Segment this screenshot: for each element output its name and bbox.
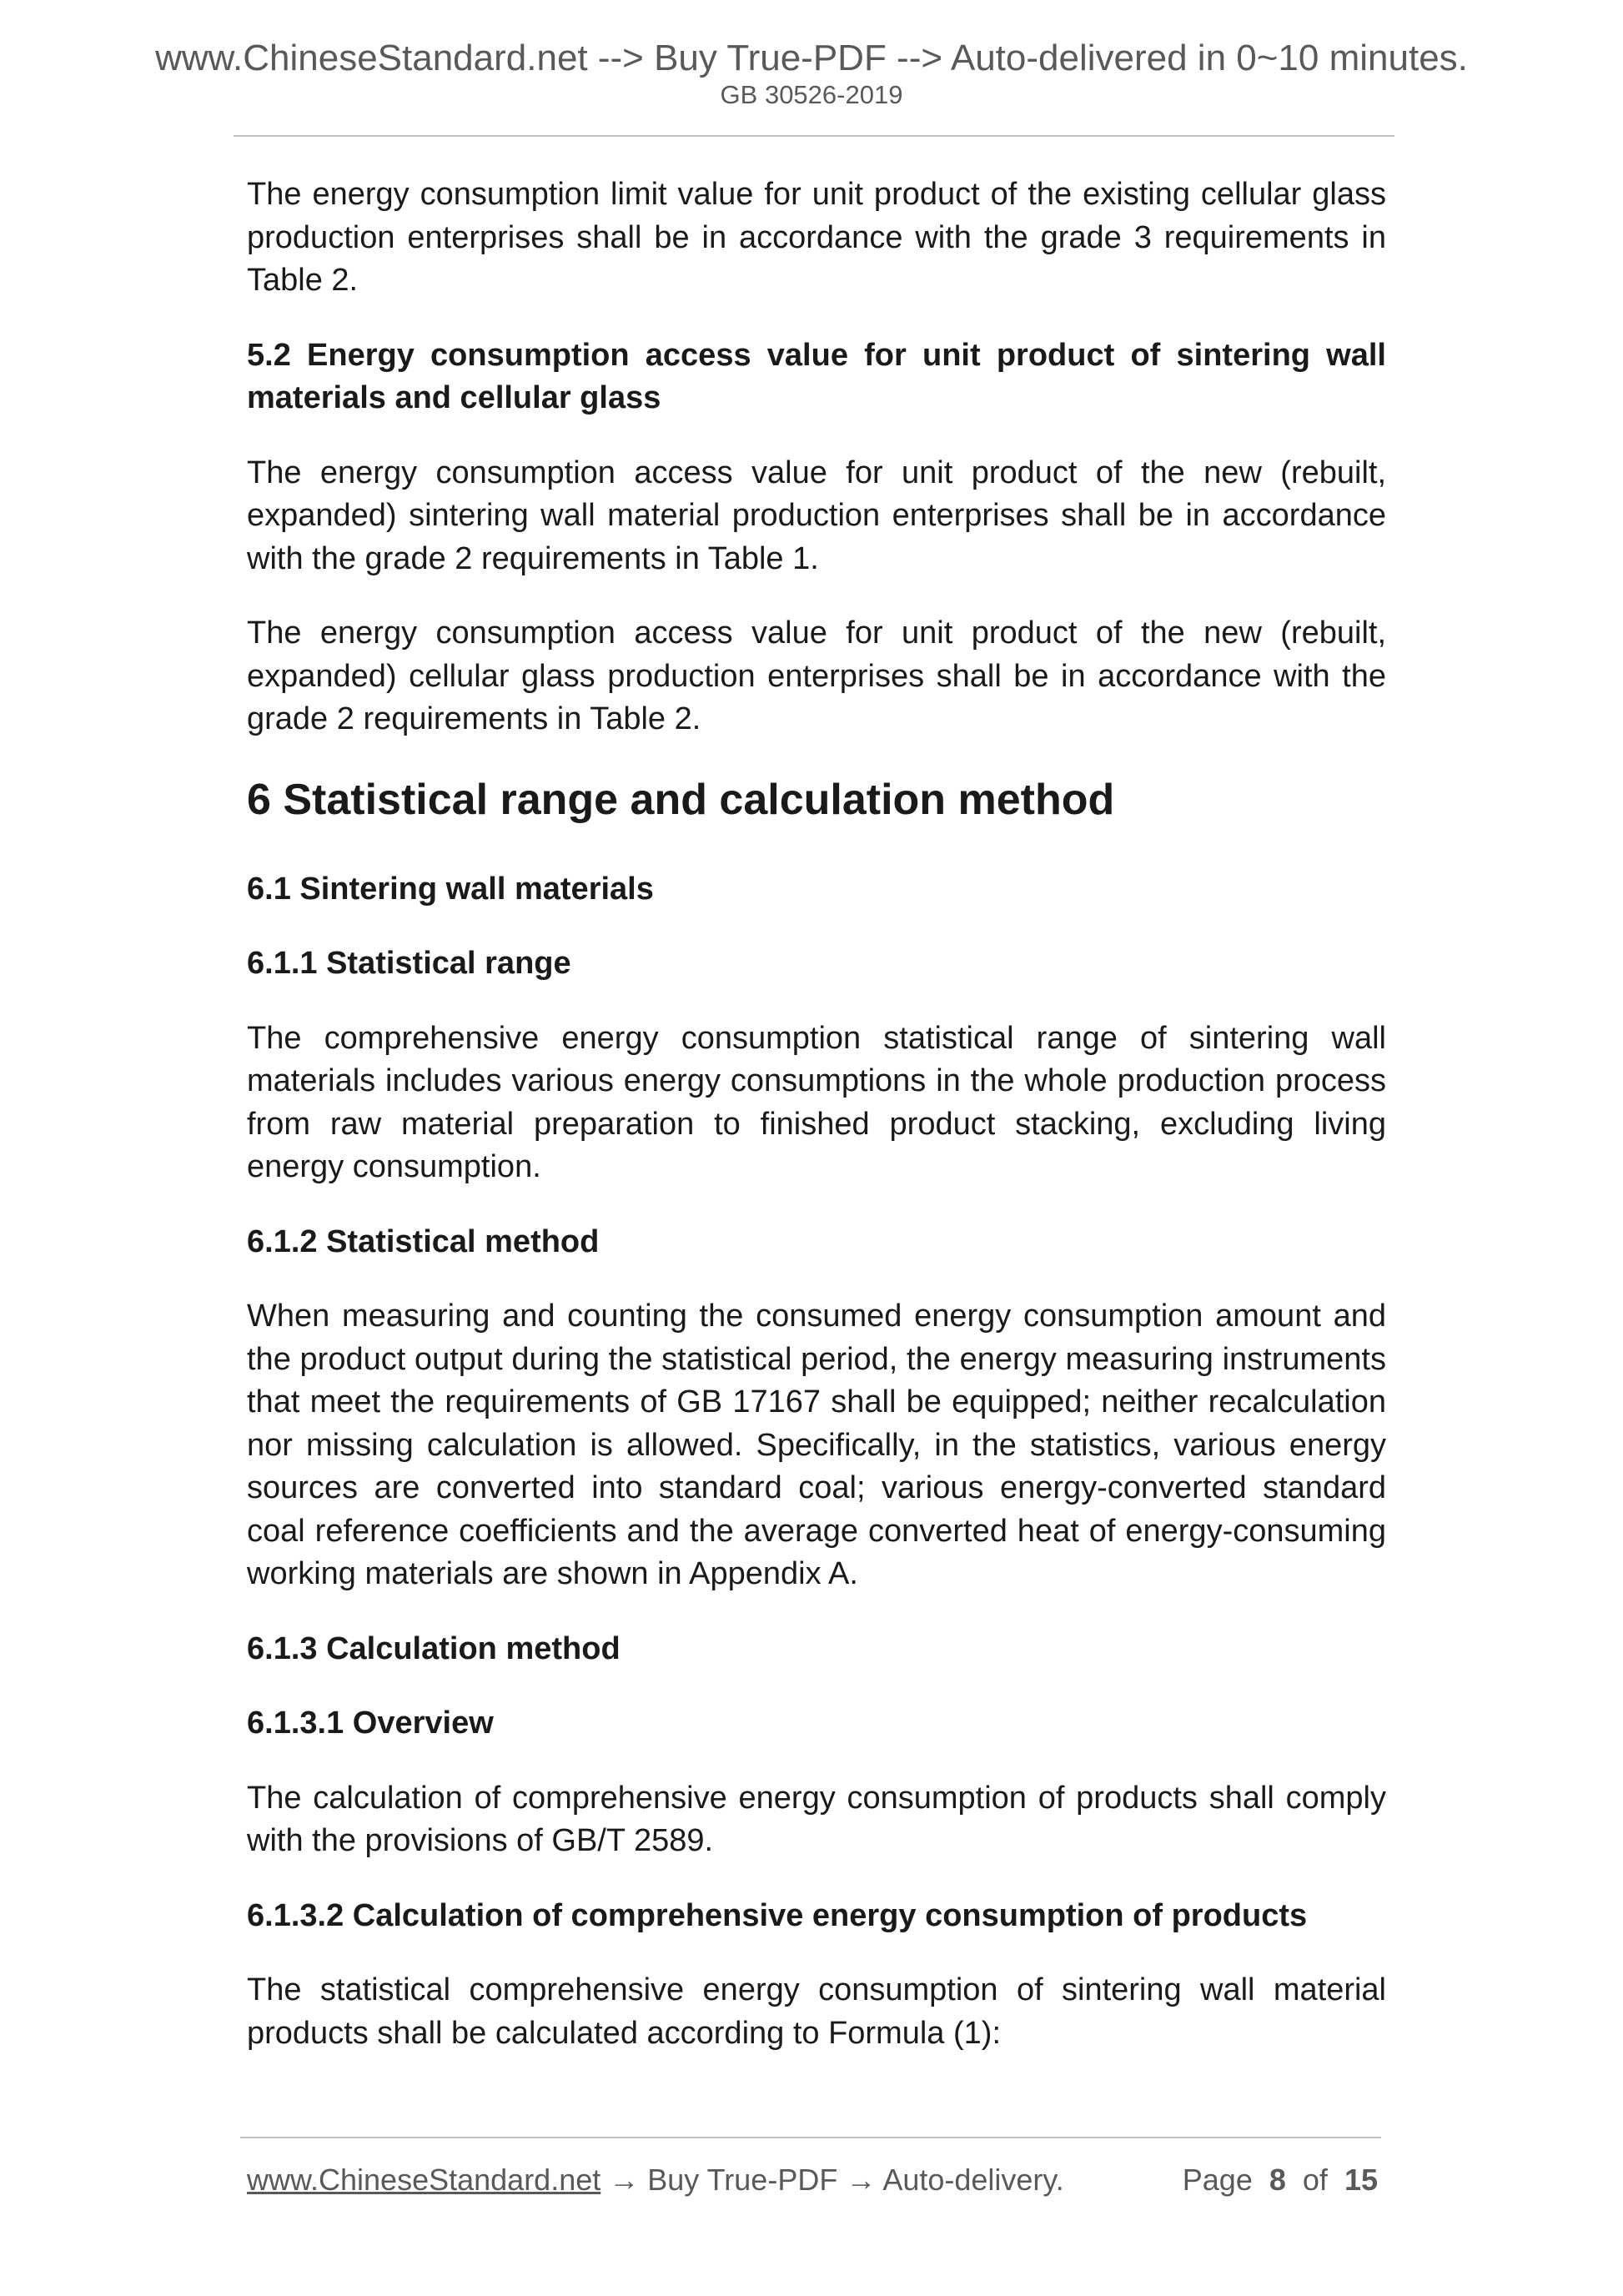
page-current: 8 xyxy=(1269,2163,1286,2197)
section-heading-5-2: 5.2 Energy consumption access value for unit product of sintering wall materials and cellular glass xyxy=(247,337,1386,415)
page-number xyxy=(1183,2162,1378,2198)
standard-code: GB 30526-2019 xyxy=(720,80,903,109)
header-divider xyxy=(234,135,1394,137)
section-heading-6-1-3-2: 6.1.3.2 Calculation of comprehensive energy consumption of products xyxy=(247,1897,1308,1933)
paragraph-cellular-glass-access: The energy consumption access value for unit product of the new (rebuilt, expanded) cellular glass production enterprises shall be in accordance with the grade 2 requirements in Table 2. xyxy=(247,615,1386,736)
page-content xyxy=(247,173,1386,2087)
section-heading-6-1-3-1: 6.1.3.1 Overview xyxy=(247,1706,494,1741)
paragraph-formula-intro: The statistical comprehensive energy consumption of sintering wall material products shall be calculated according to Formula (1): xyxy=(247,1972,1386,2051)
header-banner: www.ChineseStandard.net --> Buy True-PDF --> Auto-delivered in 0~10 minutes. xyxy=(155,38,1468,78)
footer-site-link[interactable]: www.ChineseStandard.net xyxy=(247,2163,601,2197)
paragraph-sintering-wall-access: The energy consumption access value for unit product of the new (rebuilt, expanded) sintering wall material production enterprises shall be in accordance with the grade 2 requirements in Table 1. xyxy=(247,455,1386,576)
paragraph-statistical-method: When measuring and counting the consumed energy consumption amount and the product output during the statistical period, the energy measuring instruments that meet the requirements of GB 17167 shall be equipped; neither recalculation nor missing calculation is allowed. Specifically, in the statistics, various energy sources are converted into standard coal; various energy-converted standard coal reference coefficients and the average converted heat of energy-consuming working materials are shown in Appendix A. xyxy=(247,1299,1386,1591)
section-heading-6-1-3: 6.1.3 Calculation method xyxy=(247,1630,621,1666)
page-total: 15 xyxy=(1344,2163,1378,2197)
footer-promo xyxy=(247,2162,1064,2198)
paragraph-existing-cellular-glass-limit: The energy consumption limit value for unit product of the existing cellular glass production enterprises shall be in accordance with the grade 3 requirements in Table 2. xyxy=(247,177,1386,298)
paragraph-statistical-range: The comprehensive energy consumption statistical range of sintering wall materials includes various energy consumptions in the whole production process from raw material preparation to finished product stacking, excluding living energy consumption. xyxy=(247,1020,1386,1184)
footer-divider xyxy=(240,2137,1381,2138)
section-heading-6-1-2: 6.1.2 Statistical method xyxy=(247,1223,600,1259)
chapter-heading-6: 6 Statistical range and calculation method xyxy=(247,775,1115,824)
footer-promo-text: → Buy True-PDF → Auto-delivery. xyxy=(600,2163,1064,2197)
of-label: of xyxy=(1302,2163,1328,2197)
page-label: Page xyxy=(1182,2163,1253,2197)
section-heading-6-1: 6.1 Sintering wall materials xyxy=(247,871,654,907)
paragraph-overview: The calculation of comprehensive energy consumption of products shall comply with the provisions of GB/T 2589. xyxy=(247,1780,1386,1858)
section-heading-6-1-1: 6.1.1 Statistical range xyxy=(247,946,571,981)
